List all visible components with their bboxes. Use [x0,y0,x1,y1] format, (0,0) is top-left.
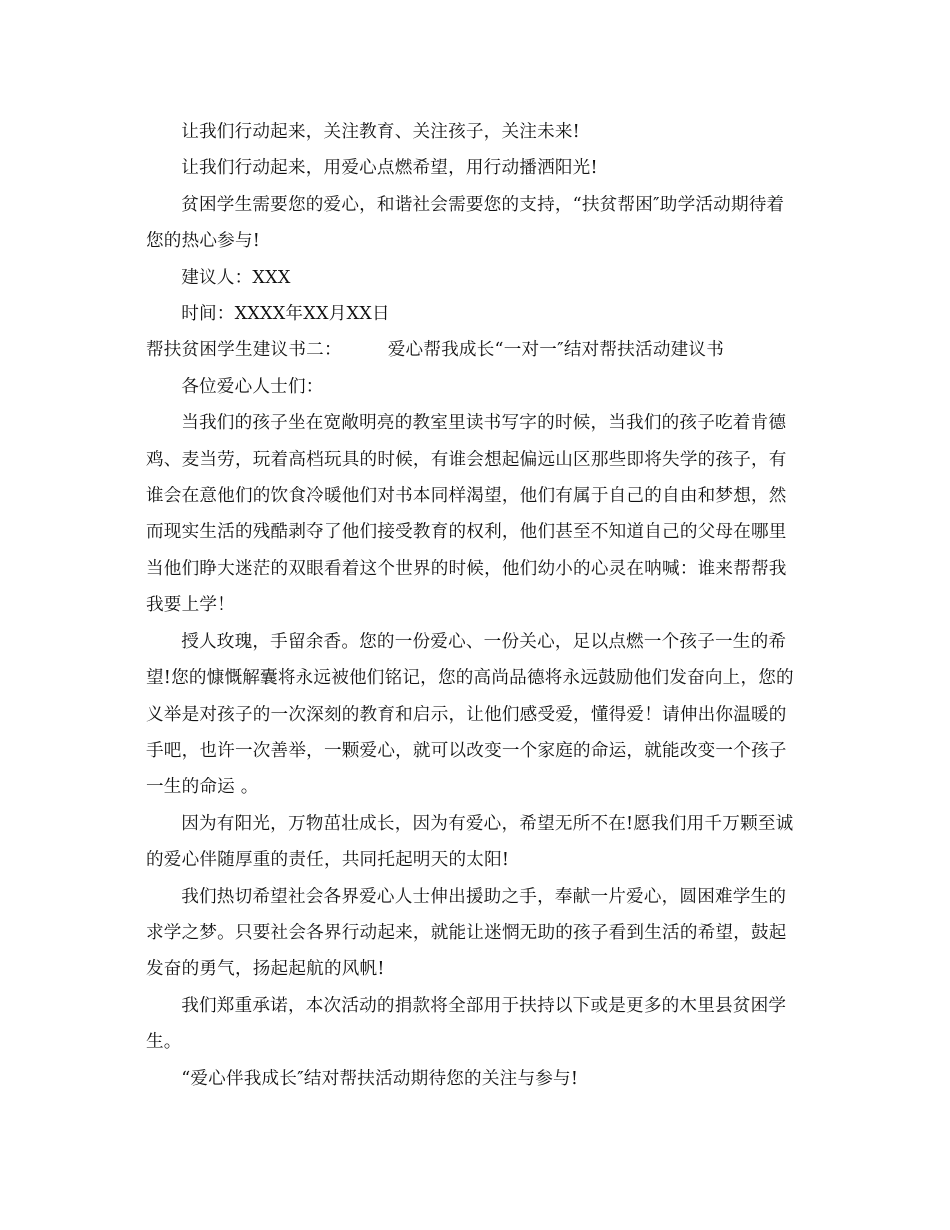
greeting: 各位爱心人士们： [181,376,324,397]
paragraph-call-to-action-2: 让我们行动起来，用爱心点燃希望，用行动播洒阳光! [181,158,598,179]
paragraph-appeal: 贫困学生需要您的爱心，和谐社会需要您的支持，“扶贫帮困″助学活动期待着您的热心参与! [146,194,785,252]
paragraph-roses: 授人玫瑰，手留余香。您的一份爱心、一份关心，足以点燃一个孩子一生的希望!您的慷慨解囊将永远被他们铭记，您的高尚品德将永远鼓励他们发奋向上，您的义举是对孩子的一次深刻的教育和启示，让他们感受爱，懂得爱！请伸出你温暖的手吧，也许一次善举，一颗爱心，就可以改变一个家庭的命运，就能改变一个孩子一生的命运 。 [146,631,794,798]
proposer-line: 建议人：XXX [181,267,291,288]
paragraph-hope: 我们热切希望社会各界爱心人士伸出援助之手，奉献一片爱心，圆困难学生的求学之梦。只要社会各界行动起来，就能让迷惘无助的孩子看到生活的希望，鼓起发奋的勇气，扬起起航的风帆! [146,886,787,980]
paragraph-sunshine: 因为有阳光，万物茁壮成长，因为有爱心，希望无所不在!愿我们用千万颗至诚的爱心伴随厚重的责任，共同托起明天的太阳! [146,813,794,871]
section-title [146,332,802,368]
paragraph-promise: 我们郑重承诺，本次活动的捐款将全部用于扶持以下或是更多的木里县贫困学生。 [146,995,787,1053]
section-title-left: 帮扶贫困学生建议书二： [146,340,342,361]
paragraph-children-story: 当我们的孩子坐在宽敞明亮的教室里读书写字的时候，当我们的孩子吃着肯德鸡、麦当劳，玩着高档玩具的时候，有谁会想起偏远山区那些即将失学的孩子，有谁会在意他们的饮食冷暖他们对书本同样渴望，他们有属于自己的自由和梦想，然而现实生活的残酷剥夺了他们接受教育的权利，他们甚至不知道自己的父母在哪里当他们睁大迷茫的双眼看着这个世界的时候，他们幼小的心灵在呐喊：谁来帮帮我我要上学！ [146,413,787,616]
document-body [146,114,802,1097]
section-title-right: 爱心帮我成长“一对一″结对帮扶活动建议书 [387,340,724,361]
paragraph-closing: “爱心伴我成长″结对帮扶活动期待您的关注与参与! [181,1068,579,1089]
paragraph-call-to-action-1: 让我们行动起来，关注教育、关注孩子，关注未来! [181,122,580,142]
date-line: 时间：XXXX年XX月XX日 [181,304,390,325]
